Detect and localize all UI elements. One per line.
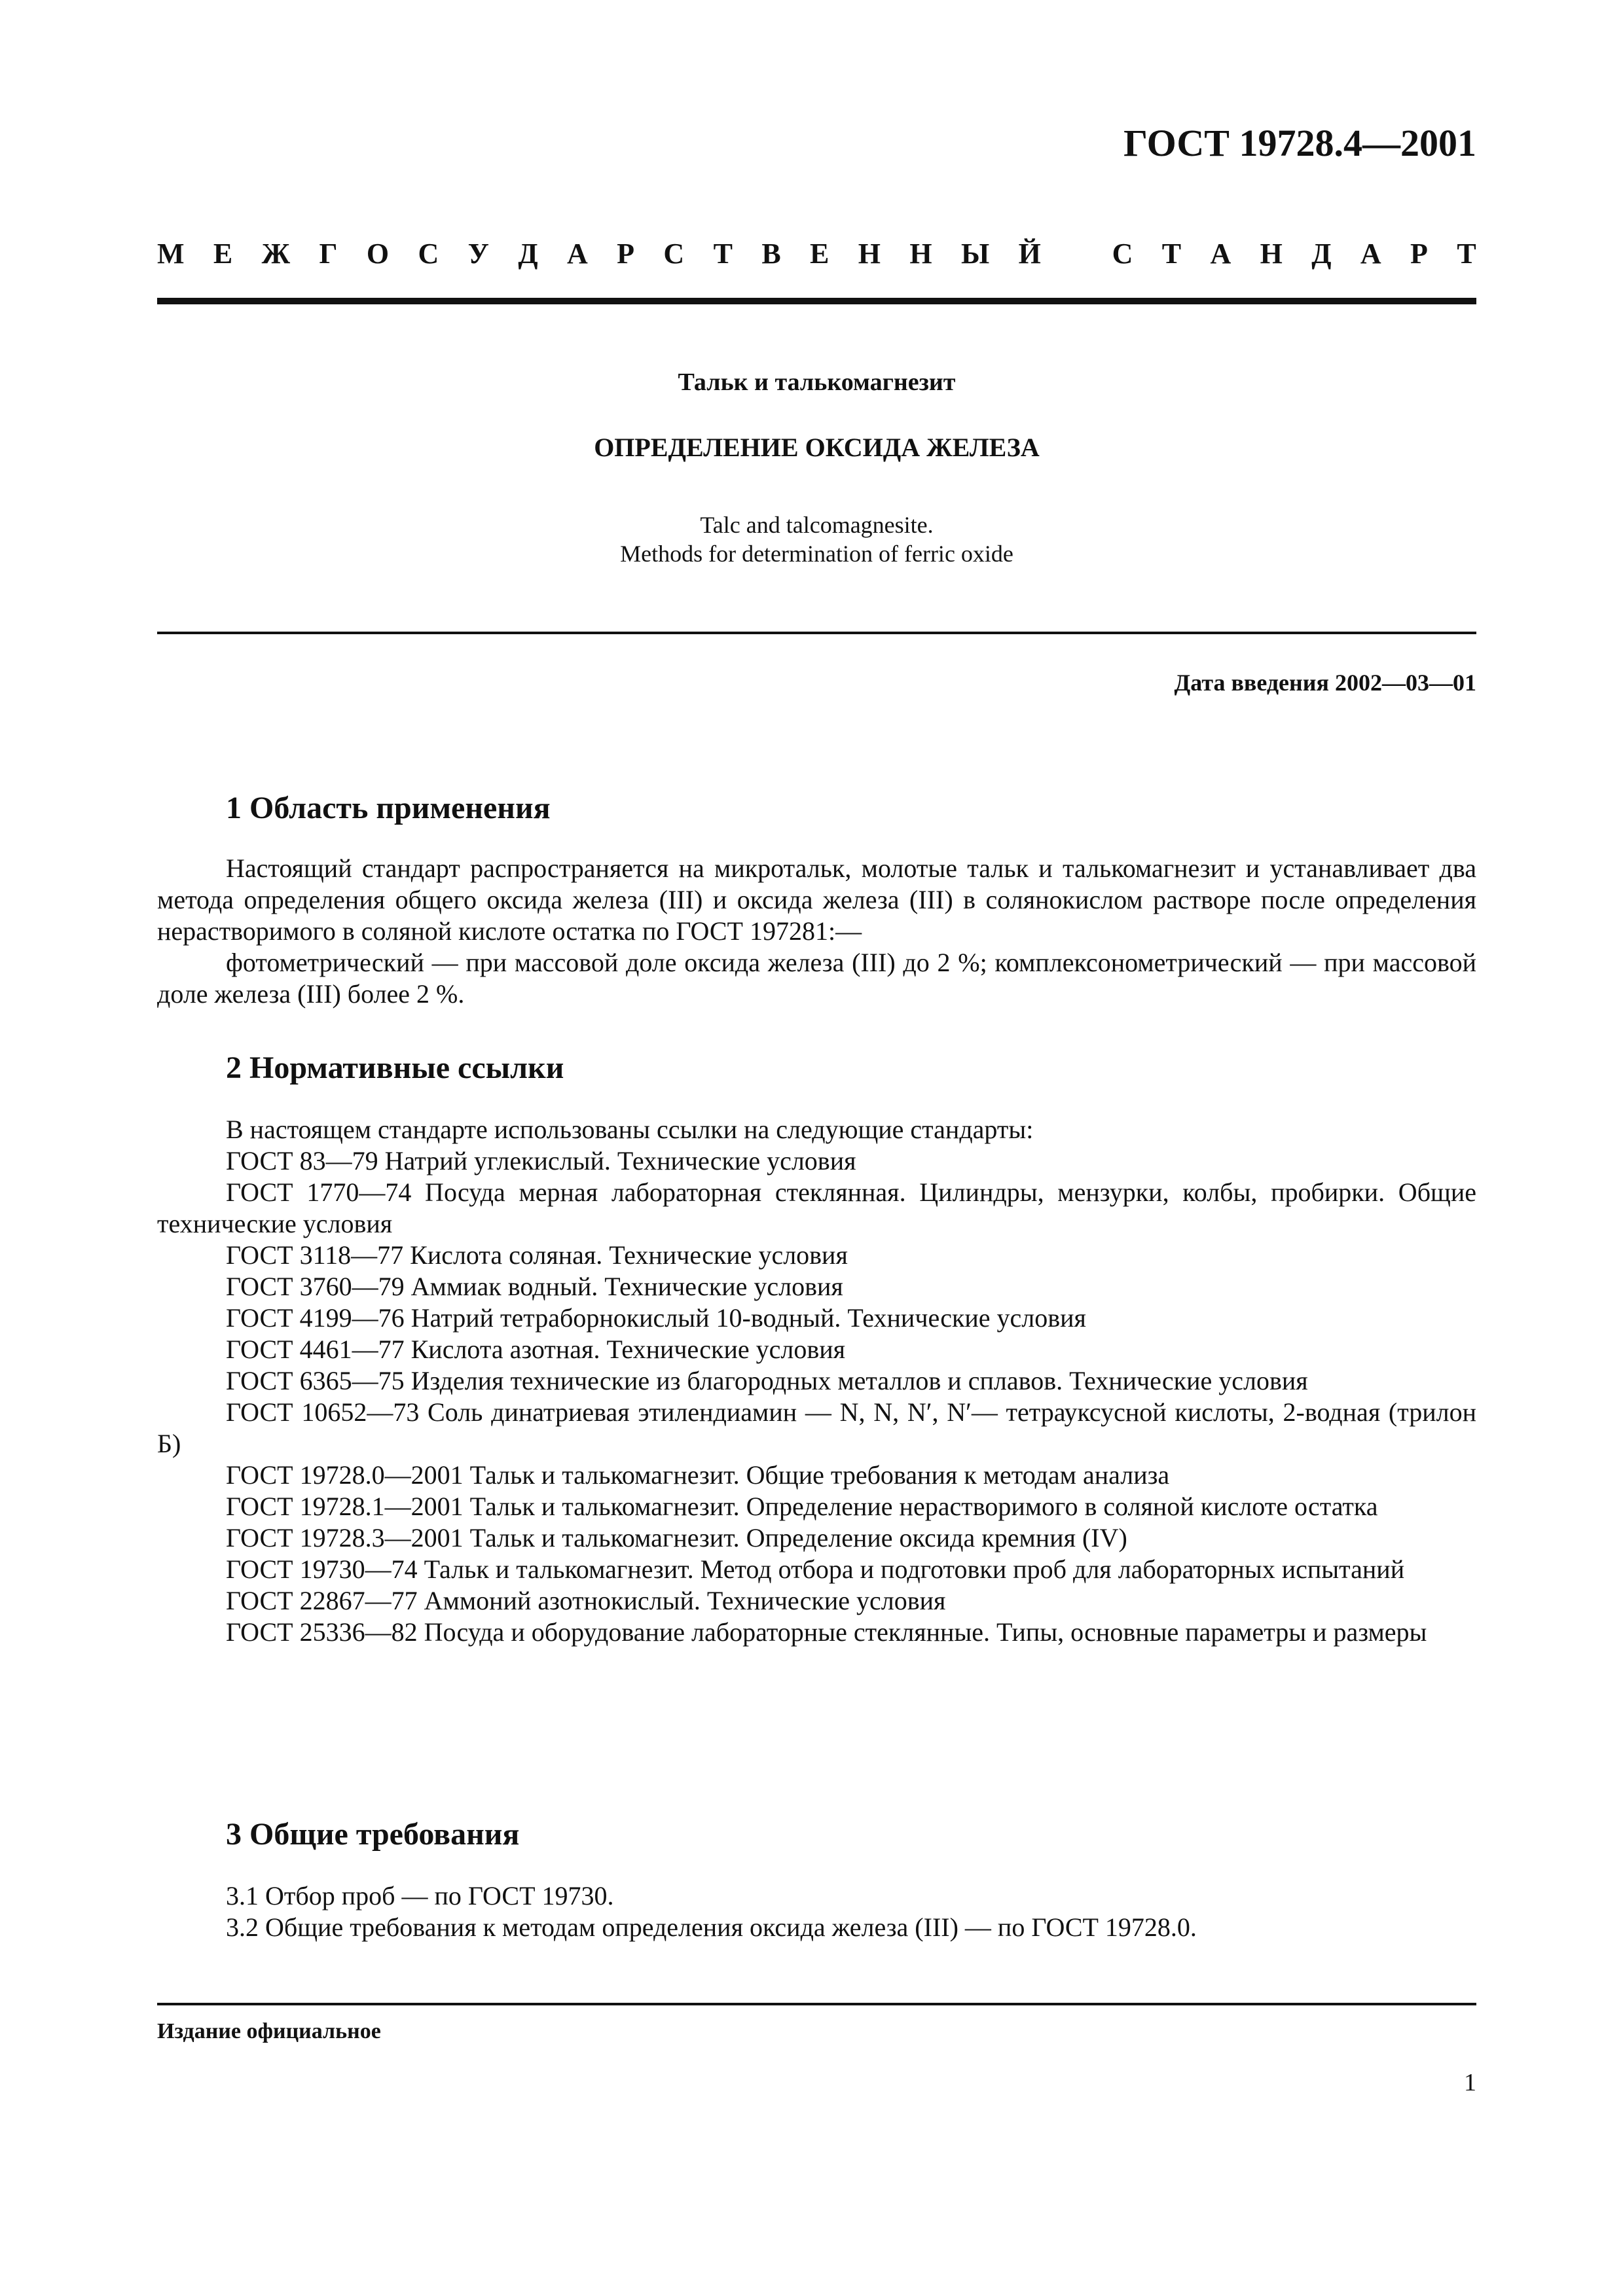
interstate-letter: Й [1018, 238, 1041, 270]
interstate-letter: Е [213, 238, 233, 270]
section-heading: 1 Область применения [226, 791, 551, 825]
title-divider [157, 632, 1476, 634]
page-number: 1 [1464, 2069, 1476, 2096]
interstate-letter: С [418, 238, 439, 270]
reference-item: ГОСТ 6365—75 Изделия технические из благородных металлов и сплавов. Технические условия [226, 1366, 1308, 1395]
interstate-letter: Р [617, 238, 635, 270]
document-title: ОПРЕДЕЛЕНИЕ ОКСИДА ЖЕЛЕЗА [594, 433, 1040, 462]
interstate-letter: А [1360, 238, 1381, 270]
section-heading: 2 Нормативные ссылки [226, 1050, 564, 1085]
interstate-letter: Т [1161, 238, 1182, 270]
reference-item: ГОСТ 19728.3—2001 Тальк и талькомагнезит. Определение оксида кремния (IV) [226, 1523, 1127, 1552]
paragraph: 3.1 Отбор проб — по ГОСТ 19730. [226, 1881, 614, 1910]
english-title [157, 511, 1476, 568]
interstate-letter: О [366, 238, 390, 270]
interstate-letter: Н [909, 238, 932, 270]
interstate-letter: С [1112, 238, 1133, 270]
paragraph: фотометрический — при массовой доле оксида железа (III) до 2 %; комплексонометрический — при массовой доле железа (III) более 2 %. [157, 948, 1476, 1009]
section-body [157, 853, 1476, 1010]
paragraph: В настоящем стандарте использованы ссылки на следующие стандарты: [226, 1115, 1034, 1144]
interstate-letter: М [157, 238, 185, 270]
reference-item: ГОСТ 4461—77 Кислота азотная. Технические условия [226, 1335, 846, 1364]
reference-item: ГОСТ 4199—76 Натрий тетраборнокислый 10-водный. Технические условия [226, 1303, 1086, 1333]
reference-item: ГОСТ 83—79 Натрий углекислый. Технические условия [226, 1146, 856, 1175]
interstate-letter: С [663, 238, 685, 270]
section-body [157, 1114, 1476, 1648]
interstate-letter: Т [1457, 238, 1476, 270]
reference-item: ГОСТ 19728.1—2001 Тальк и талькомагнезит. Определение нерастворимого в соляной кислоте остатка [226, 1492, 1378, 1521]
section-heading: 3 Общие требования [226, 1817, 520, 1852]
interstate-letter: В [761, 238, 781, 270]
header-divider-thick [157, 298, 1476, 304]
reference-item: ГОСТ 19728.0—2001 Тальк и талькомагнезит. Общие требования к методам анализа [226, 1460, 1170, 1490]
paragraph: 3.2 Общие требования к методам определения оксида железа (III) — по ГОСТ 19728.0. [226, 1912, 1197, 1942]
interstate-letter: Р [1410, 238, 1428, 270]
footer-divider [157, 2003, 1476, 2005]
interstate-letter: У [467, 238, 489, 270]
reference-item: ГОСТ 10652—73 Соль динатриевая этилендиамин — N, N, N′, N′— тетрауксусной кислоты, 2-водная (трилон Б) [157, 1397, 1476, 1458]
word-gap [1070, 237, 1083, 270]
reference-item: ГОСТ 3760—79 Аммиак водный. Технические условия [226, 1272, 843, 1301]
introduction-date: Дата введения 2002—03—01 [1174, 670, 1476, 696]
interstate-letter: А [567, 238, 588, 270]
reference-item: ГОСТ 3118—77 Кислота соляная. Технические условия [226, 1240, 848, 1270]
english-title-line: Talc and talcomagnesite. [700, 512, 934, 538]
section-body [157, 1880, 1476, 1943]
paragraph: Настоящий стандарт распространяется на микротальк, молотые тальк и талькомагнезит и устанавливает два метода определения общего оксида железа (III) и оксида железа (III) в солянокислом растворе после определения нерастворимого в соляной кислоте остатка по ГОСТ 197281:— [157, 853, 1476, 946]
interstate-letter: Т [713, 238, 733, 270]
interstate-letter: Д [1311, 238, 1332, 270]
gost-number: ГОСТ 19728.4—2001 [1123, 122, 1476, 164]
english-title-line: Methods for determination of ferric oxide [620, 541, 1013, 567]
interstate-letter: Н [1260, 238, 1283, 270]
interstate-letter: Д [518, 238, 538, 270]
document-subject: Тальк и талькомагнезит [678, 368, 956, 396]
interstate-letter: Ж [261, 238, 291, 270]
interstate-letter: Г [319, 238, 338, 270]
publication-note: Издание официальное [157, 2019, 381, 2043]
interstate-letter: Ы [961, 238, 990, 270]
reference-item: ГОСТ 25336—82 Посуда и оборудование лабораторные стеклянные. Типы, основные параметры и размеры [226, 1617, 1427, 1647]
reference-item: ГОСТ 1770—74 Посуда мерная лабораторная стеклянная. Цилиндры, мензурки, колбы, пробирки. Общие технические условия [157, 1177, 1476, 1238]
interstate-letter: Е [810, 238, 830, 270]
reference-item: ГОСТ 19730—74 Тальк и талькомагнезит. Метод отбора и подготовки проб для лабораторных испытаний [226, 1554, 1405, 1584]
interstate-standard-heading [157, 237, 1476, 270]
reference-item: ГОСТ 22867—77 Аммоний азотнокислый. Технические условия [226, 1586, 946, 1615]
interstate-letter: А [1210, 238, 1231, 270]
interstate-letter: Н [858, 238, 881, 270]
